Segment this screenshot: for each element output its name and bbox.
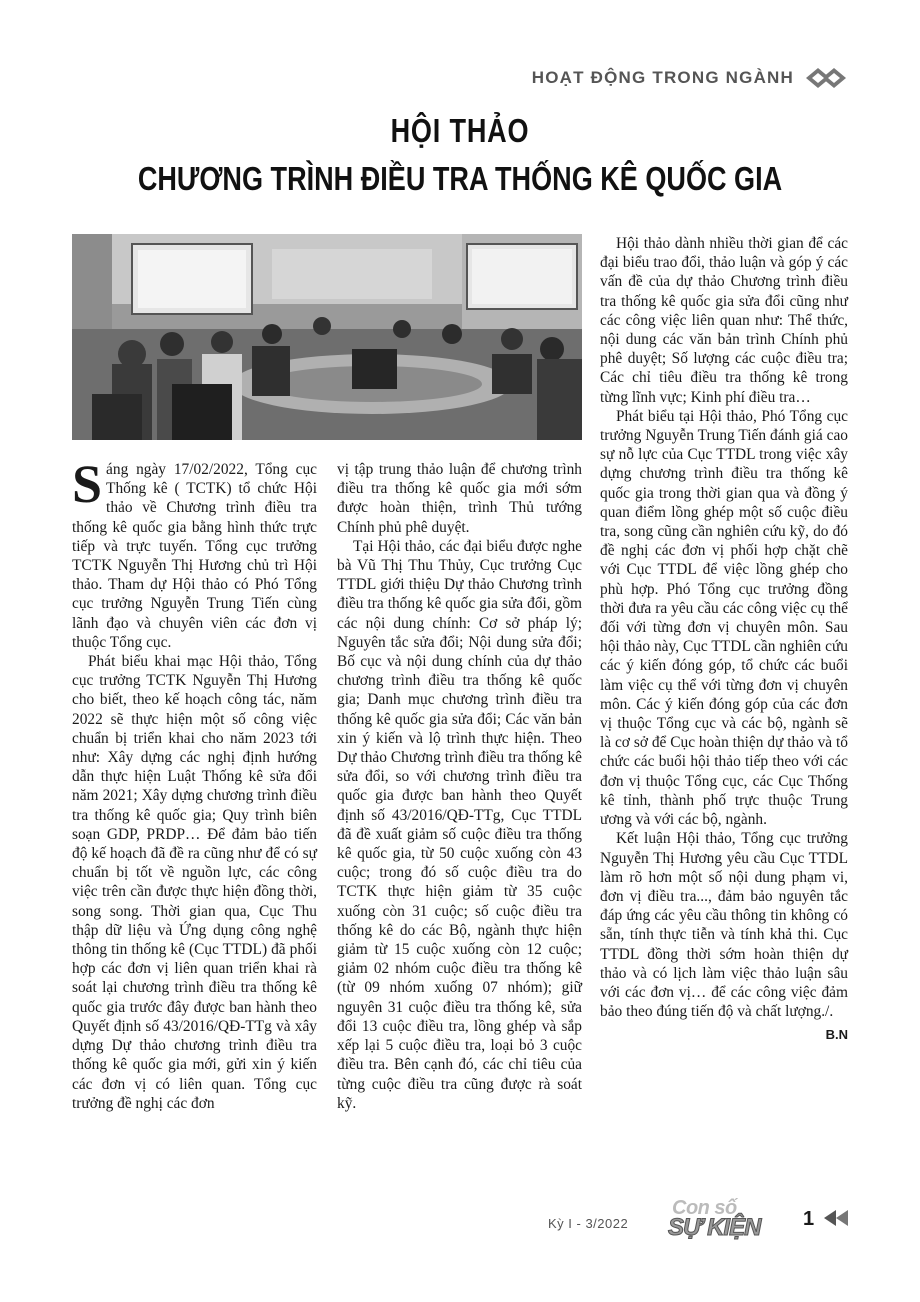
back-arrow-icon xyxy=(822,1209,852,1232)
section-header xyxy=(532,64,850,92)
article-column-1 xyxy=(72,454,317,1113)
page-number: 1 xyxy=(803,1208,815,1230)
dropcap: S xyxy=(72,454,103,514)
paragraph: vị tập trung thảo luận để chương trình điều tra thống kê quốc gia mới sớm được hoàn thiện, trình Thủ tướng Chính phủ phê duyệt. xyxy=(337,461,582,536)
paragraph: Phát biểu tại Hội thảo, Phó Tổng cục trưởng Nguyễn Trung Tiến đánh giá cao sự nỗ lực của Cục TTDL trong việc xây dựng chương trình điều tra thống kê quốc gia trong thời gian qua và đồng ý quan điểm lồng ghép một số cuộc điều tra, song cũng cần nghiên cứu kỹ, do đó đề nghị các đơn vị phối hợp chặt chẽ với Cục TTDL để việc lồng ghép cho phù hợp. Phó Tổng cục trưởng đồng thời đưa ra yêu cầu các công việc cụ thể đối với từng đơn vị chuyên môn. Sau hội thảo này, Cục TTDL cần nghiên cứu các ý kiến đóng góp, tổ chức các buổi làm việc cụ thể với từng đơn vị chuyên môn. Các ý kiến đóng góp của các đơn vị thuộc Tổng cục và các bộ, ngành sẽ là cơ sở để Cục hoàn thiện dự thảo và tổ chức các buổi hội thảo tiếp theo với các đơn vị thuộc Tổng cục, các Cục Thống kê tỉnh, thành phố trực thuộc Trung ương và với các bộ, ngành. xyxy=(600,407,848,829)
paragraph: Hội thảo dành nhiều thời gian để các đại biểu trao đổi, thảo luận và góp ý các vấn đề của dự thảo Chương trình điều tra thống kê quốc gia sửa đổi cũng như các công việc liên quan như: Thể thức, nội dung các văn bản trình Chính phủ phê duyệt; Số lượng các cuộc điều tra; Các chỉ tiêu điều tra thống kê trong từng lĩnh vực; Kinh phí điều tra… xyxy=(600,235,848,406)
article-column-2 xyxy=(337,460,582,1113)
paragraph: Tại Hội thảo, các đại biểu được nghe bà Vũ Thị Thu Thủy, Cục trưởng Cục TTDL giới thiệu Dự thảo Chương trình điều tra thống kê quốc gia sửa đổi, gồm các nội dung chính: Cơ sở pháp lý; Nguyên tắc sửa đổi; Nội dung sửa đổi; Bố cục và nội dung chính của dự thảo chương trình điều tra thống kê quốc gia; Danh mục chương trình điều tra thống kê quốc gia sửa đổi; Các văn bản xin ý kiến và lộ trình thực hiện. Theo Dự thảo Chương trình điều tra thống kê sửa đổi, so với chương trình điều tra quốc gia được ban hành theo Quyết định số 43/2016/QĐ-TTg, Cục TTDL đã đề xuất giảm số cuộc điều tra thống kê quốc gia, từ 50 cuộc xuống còn 43 cuộc; trong đó số cuộc điều tra do TCTK thực hiện giảm từ 35 cuộc xuống còn 31 cuộc; số cuộc điều tra thống kê do các Bộ, ngành thực hiện giảm từ 15 cuộc xuống còn 12 cuộc; giảm 02 nhóm cuộc điều tra thống kê (từ 09 nhóm xuống 07 nhóm); giữ nguyên 31 cuộc điều tra thống kê, sửa đổi 13 cuộc điều tra, lồng ghép và sắp xếp lại 5 cuộc điều tra, loại bỏ 3 cuộc điều tra. Bên cạnh đó, các chỉ tiêu của từng cuộc điều tra cũng được rà soát kỹ. xyxy=(337,537,582,1112)
article-column-3 xyxy=(600,234,848,1045)
magazine-logo xyxy=(668,1197,784,1241)
logo-line1: Con số xyxy=(672,1197,737,1219)
conference-photo xyxy=(72,234,582,440)
logo-line2: SỰ KIỆN xyxy=(668,1214,761,1241)
paragraph: Kết luận Hội thảo, Tổng cục trưởng Nguyễn Thị Hương yêu cầu Cục TTDL làm rõ hơn một số nội dung phạm vi, đơn vị điều tra..., đảm bảo nguyên tắc đáp ứng các yêu cầu thông tin không có sẵn, tính thực tiễn và tính khả thi. Cục TTDL đồng thời sớm hoàn thiện dự thảo và có lịch làm việc thảo luận sâu với các đơn vị… để các công việc đảm bảo theo đúng tiến độ và chất lượng./. xyxy=(600,830,848,1021)
issue-label: Kỳ I - 3/2022 xyxy=(548,1216,629,1231)
article-title-line1: HỘI THẢO xyxy=(390,112,530,149)
paragraph: áng ngày 17/02/2022, Tổng cục Thống kê ( TCTK) tổ chức Hội thảo về Chương trình điều tra thống kê quốc gia bằng hình thức trực tiếp và trực tuyến. Tổng cục trưởng TCTK Nguyễn Thị Hương chủ trì Hội thảo. Tham dự Hội thảo có Phó Tổng cục trưởng Nguyễn Trung Tiến cùng lãnh đạo và chuyên viên các đơn vị thuộc Tổng cục. xyxy=(72,461,317,651)
paragraph: Phát biểu khai mạc Hội thảo, Tổng cục trưởng TCTK Nguyễn Thị Hương cho biết, theo kế hoạch công tác, năm 2022 sẽ thực hiện một số công việc chuẩn bị triển khai cho năm 2023 tới như: Xây dựng các nghị định hướng dẫn thực hiện Luật Thống kê sửa đổi năm 2021; Xây dựng chương trình điều tra thống kê quốc gia; Quy trình biên soạn GDP, PRDP… Để đảm bảo tiến độ kế hoạch đã đề ra cũng như để có sự chuẩn bị tốt về nguồn lực, các công việc trên cần được thực hiện đồng thời, song song. Thời gian qua, Cục Thu thập dữ liệu và Ứng dụng công nghệ thông tin thống kê (Cục TTDL) đã phối hợp các đơn vị liên quan triển khai rà soát lại chương trình điều tra thống kê quốc gia trước đây được ban hành theo Quyết định số 43/2016/QĐ-TTg và xây dựng Dự thảo chương trình điều tra thống kê quốc gia mới, gửi xin ý kiến các đơn vị có liên quan. Tổng cục trưởng đề nghị các đơn xyxy=(72,653,317,1112)
byline: B.N xyxy=(825,1027,848,1043)
double-arrow-icon xyxy=(802,66,850,90)
article-title-line2: CHƯƠNG TRÌNH ĐIỀU TRA THỐNG KÊ QUỐC GIA xyxy=(137,160,783,197)
section-label: HOẠT ĐỘNG TRONG NGÀNH xyxy=(531,68,794,87)
